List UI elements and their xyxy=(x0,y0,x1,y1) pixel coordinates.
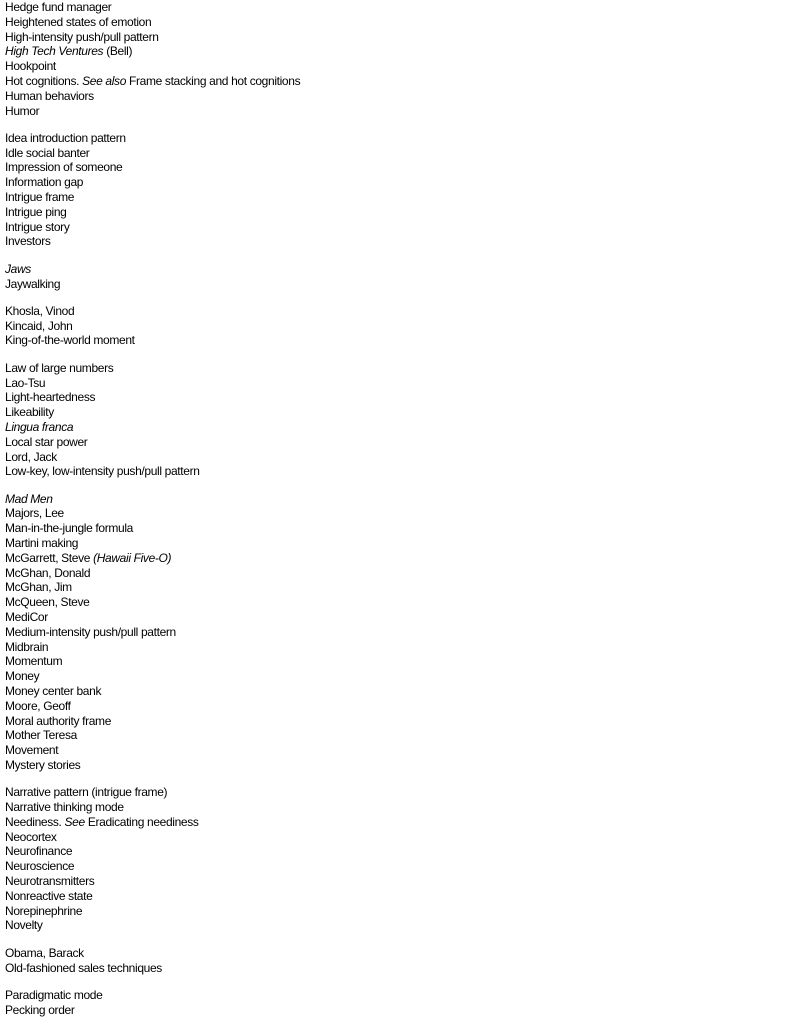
index-entry xyxy=(5,333,785,348)
index-entry xyxy=(5,420,785,435)
index-entry-text: McGhan, Jim xyxy=(5,580,72,595)
index-entry-text: King-of-the-world moment xyxy=(5,333,135,348)
index-entry xyxy=(5,800,785,815)
index-entry xyxy=(5,961,785,976)
index-entry-text: Impression of someone xyxy=(5,160,123,175)
index-entry-text: MediCor xyxy=(5,609,48,624)
index-entry xyxy=(5,743,785,758)
index-entry xyxy=(5,104,785,119)
index-entry-text: Idle social banter xyxy=(5,145,90,160)
index-entry-text: Old-fashioned sales techniques xyxy=(5,960,162,975)
index-entry xyxy=(5,376,785,391)
index-entry xyxy=(5,669,785,684)
index-entry xyxy=(5,625,785,640)
index-entry xyxy=(5,889,785,904)
index-entry-text: Lao-Tsu xyxy=(5,375,46,390)
index-entry xyxy=(5,728,785,743)
index-letter-group xyxy=(5,492,785,773)
index-entry-text: Lord, Jack xyxy=(5,449,57,464)
index-entry-italic-text: See xyxy=(64,814,85,829)
index-entry-text: Intrigue frame xyxy=(5,190,75,205)
index-entry xyxy=(5,30,785,45)
index-list xyxy=(5,0,785,1017)
index-entry-text: Information gap xyxy=(5,175,84,190)
index-entry xyxy=(5,536,785,551)
index-entry-text: Neurotransmitters xyxy=(5,874,95,889)
index-entry-text: Paradigmatic mode xyxy=(5,987,103,1002)
index-entry-text: Hot cognitions. xyxy=(5,73,83,88)
index-entry xyxy=(5,405,785,420)
index-entry-text: McQueen, Steve xyxy=(5,595,90,610)
index-entry xyxy=(5,220,785,235)
index-entry-text: (Bell) xyxy=(103,44,133,59)
index-entry xyxy=(5,1003,785,1018)
index-entry-text: Obama, Barack xyxy=(5,945,84,960)
index-entry xyxy=(5,450,785,465)
index-entry-text: Majors, Lee xyxy=(5,506,64,521)
index-entry xyxy=(5,319,785,334)
index-entry xyxy=(5,610,785,625)
index-entry xyxy=(5,684,785,699)
index-letter-group xyxy=(5,262,785,292)
index-entry xyxy=(5,521,785,536)
index-entry-text: Likeability xyxy=(5,405,54,420)
index-entry xyxy=(5,758,785,773)
index-entry-text: Hookpoint xyxy=(5,59,56,74)
index-entry-text: Intrigue story xyxy=(5,219,70,234)
index-entry-text: Norepinephrine xyxy=(5,903,83,918)
index-entry-text: McGarrett, Steve xyxy=(5,550,94,565)
index-letter-group xyxy=(5,785,785,933)
index-entry xyxy=(5,304,785,319)
index-entry-text: Moral authority frame xyxy=(5,713,112,728)
index-entry xyxy=(5,234,785,249)
index-letter-group xyxy=(5,988,785,1018)
index-entry-text: Frame stacking and hot cognitions xyxy=(126,73,301,88)
index-letter-group xyxy=(5,0,785,118)
index-entry-text: Jaywalking xyxy=(5,276,61,291)
index-entry xyxy=(5,190,785,205)
index-entry xyxy=(5,699,785,714)
index-entry xyxy=(5,435,785,450)
index-entry-text: Humor xyxy=(5,103,40,118)
index-entry-text: Mystery stories xyxy=(5,757,81,772)
index-entry-italic-text: Lingua franca xyxy=(5,419,74,434)
index-entry xyxy=(5,830,785,845)
index-entry-text: Light-heartedness xyxy=(5,390,96,405)
index-entry-text: Neurofinance xyxy=(5,844,73,859)
index-entry-text: Kincaid, John xyxy=(5,318,73,333)
index-letter-group xyxy=(5,361,785,479)
index-entry-text: Martini making xyxy=(5,536,79,550)
index-entry xyxy=(5,205,785,220)
index-entry xyxy=(5,262,785,277)
index-entry xyxy=(5,89,785,104)
index-entry-text: Momentum xyxy=(5,654,63,669)
index-entry-text: Eradicating neediness xyxy=(84,814,199,829)
index-entry xyxy=(5,492,785,507)
index-entry-text: Intrigue ping xyxy=(5,204,67,219)
index-entry-text: Nonreactive state xyxy=(5,888,93,903)
index-entry-text: Law of large numbers xyxy=(5,360,114,375)
index-entry-text: Neediness. xyxy=(5,814,65,829)
index-entry-italic-text: High Tech Ventures xyxy=(5,44,104,59)
index-entry xyxy=(5,361,785,376)
index-entry-text: Low-key, low-intensity push/pull pattern xyxy=(5,464,200,479)
index-entry-text: McGhan, Donald xyxy=(5,565,91,580)
index-letter-group xyxy=(5,131,785,249)
index-entry xyxy=(5,859,785,874)
index-entry-text: Money xyxy=(5,669,40,684)
index-entry-text: Local star power xyxy=(5,434,88,449)
index-entry xyxy=(5,640,785,655)
index-entry-text: Idea introduction pattern xyxy=(5,130,126,145)
index-entry-text: Khosla, Vinod xyxy=(5,303,75,318)
index-entry-text: Investors xyxy=(5,234,51,249)
index-entry xyxy=(5,654,785,669)
index-entry-text: Movement xyxy=(5,743,59,758)
index-entry xyxy=(5,874,785,889)
index-entry xyxy=(5,175,785,190)
index-entry xyxy=(5,551,785,566)
index-letter-group xyxy=(5,304,785,348)
index-entry xyxy=(5,904,785,919)
index-entry-text: Heightened states of emotion xyxy=(5,14,152,29)
index-entry-text: Novelty xyxy=(5,918,43,933)
index-entry-text: Narrative thinking mode xyxy=(5,800,124,815)
index-entry-text: Mother Teresa xyxy=(5,728,77,743)
index-entry-text: High-intensity push/pull pattern xyxy=(5,29,159,44)
index-entry xyxy=(5,506,785,521)
index-entry xyxy=(5,946,785,961)
index-entry xyxy=(5,580,785,595)
index-entry xyxy=(5,146,785,161)
index-entry-italic-text: Jaws xyxy=(5,261,31,276)
index-entry xyxy=(5,160,785,175)
index-entry xyxy=(5,277,785,292)
index-entry-text: Neuroscience xyxy=(5,859,75,874)
index-entry xyxy=(5,988,785,1003)
index-entry xyxy=(5,44,785,59)
index-entry xyxy=(5,464,785,479)
index-entry-italic-text: See also xyxy=(82,73,127,88)
index-entry xyxy=(5,566,785,581)
index-entry xyxy=(5,390,785,405)
index-entry xyxy=(5,918,785,933)
index-entry-text: Medium-intensity push/pull pattern xyxy=(5,624,176,639)
index-entry xyxy=(5,131,785,146)
index-entry xyxy=(5,785,785,800)
index-entry-text: Money center bank xyxy=(5,683,102,698)
index-entry xyxy=(5,74,785,89)
index-entry-text: Narrative pattern (intrigue frame) xyxy=(5,785,168,800)
index-entry-text: Hedge fund manager xyxy=(5,0,112,14)
index-entry xyxy=(5,59,785,74)
index-entry-italic-text: (Hawaii Five-O) xyxy=(93,550,172,565)
index-entry-text: Pecking order xyxy=(5,1002,75,1017)
index-entry xyxy=(5,595,785,610)
index-entry-text: Moore, Geoff xyxy=(5,698,71,713)
index-entry-text: Man-in-the-jungle formula xyxy=(5,521,133,536)
index-entry xyxy=(5,15,785,30)
index-entry-text: Human behaviors xyxy=(5,88,94,103)
index-entry xyxy=(5,815,785,830)
index-entry xyxy=(5,714,785,729)
index-entry xyxy=(5,844,785,859)
index-entry xyxy=(5,0,785,15)
index-letter-group xyxy=(5,946,785,976)
index-entry-text: Neocortex xyxy=(5,829,57,844)
index-entry-italic-text: Mad Men xyxy=(5,491,53,506)
index-entry-text: Midbrain xyxy=(5,639,49,654)
